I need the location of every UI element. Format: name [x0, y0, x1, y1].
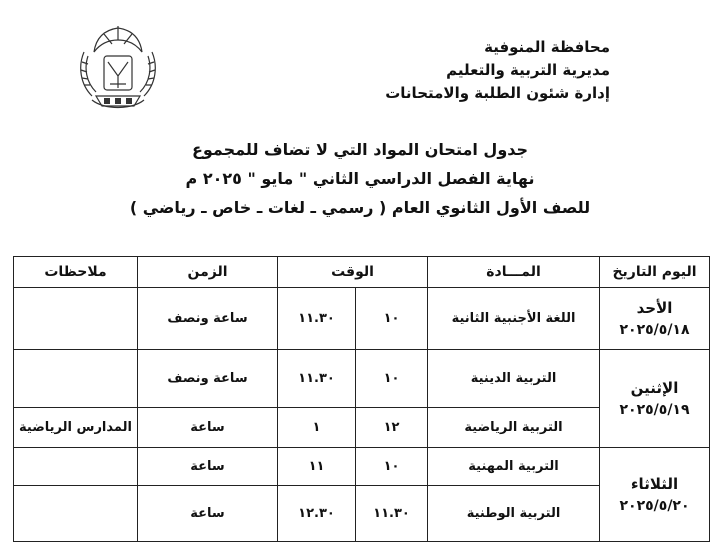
header-notes: ملاحظات [14, 257, 138, 288]
governorate-name: محافظة المنوفية [484, 38, 610, 56]
time-from-cell: ١٠ [356, 350, 428, 408]
time-from-cell: ١٠ [356, 448, 428, 486]
department-name: إدارة شئون الطلبة والامتحانات [385, 84, 610, 102]
day-name: الإثنين [630, 378, 679, 397]
duration-cell: ساعة ونصف [138, 350, 278, 408]
header-day-date: اليوم التاريخ [600, 257, 710, 288]
authority-header [385, 36, 610, 105]
header-duration: الزمن [138, 257, 278, 288]
title-line-1: جدول امتحان المواد التي لا تضاف للمجموع [191, 140, 529, 159]
duration-cell: ساعة [138, 408, 278, 448]
exam-date: ٢٠٢٥/٥/١٨ [619, 321, 690, 338]
notes-cell [14, 448, 138, 486]
time-from-cell: ١٢ [356, 408, 428, 448]
subject-cell: التربية الرياضية [428, 408, 600, 448]
subject-cell: التربية الوطنية [428, 486, 600, 542]
exam-date: ٢٠٢٥/٥/٢٠ [619, 497, 690, 514]
notes-cell [14, 486, 138, 542]
subject-cell: التربية المهنية [428, 448, 600, 486]
time-to-cell: ١ [278, 408, 356, 448]
header-time: الوقت [278, 257, 428, 288]
table-row [14, 448, 710, 486]
notes-cell [14, 350, 138, 408]
subject-cell: التربية الدينية [428, 350, 600, 408]
day-name: الأحد [636, 298, 673, 317]
day-cell [600, 448, 710, 542]
time-to-cell: ١١.٣٠ [278, 288, 356, 350]
directorate-name: مديرية التربية والتعليم [446, 61, 610, 79]
time-from-cell: ١٠ [356, 288, 428, 350]
subject-cell: اللغة الأجنبية الثانية [428, 288, 600, 350]
time-to-cell: ١١ [278, 448, 356, 486]
document-titles [0, 135, 720, 222]
day-cell [600, 288, 710, 350]
day-cell [600, 350, 710, 448]
notes-cell [14, 288, 138, 350]
title-line-3: للصف الأول الثانوي العام ( رسمي ـ لغات ـ خاص ـ رياضي ) [129, 198, 591, 217]
time-to-cell: ١٢.٣٠ [278, 486, 356, 542]
day-name: الثلاثاء [630, 474, 679, 493]
time-to-cell: ١١.٣٠ [278, 350, 356, 408]
notes-cell: المدارس الرياضية [14, 408, 138, 448]
title-line-2: نهاية الفصل الدراسي الثاني " مايو " ٢٠٢٥ م [185, 169, 535, 188]
table-row [14, 350, 710, 408]
time-from-cell: ١١.٣٠ [356, 486, 428, 542]
duration-cell: ساعة [138, 486, 278, 542]
table-row [14, 288, 710, 350]
table-header-row [14, 257, 710, 288]
header-subject: المـــادة [428, 257, 600, 288]
exam-date: ٢٠٢٥/٥/١٩ [619, 401, 690, 418]
duration-cell: ساعة ونصف [138, 288, 278, 350]
exam-schedule-table [13, 256, 710, 542]
emblem-logo [74, 22, 162, 114]
duration-cell: ساعة [138, 448, 278, 486]
